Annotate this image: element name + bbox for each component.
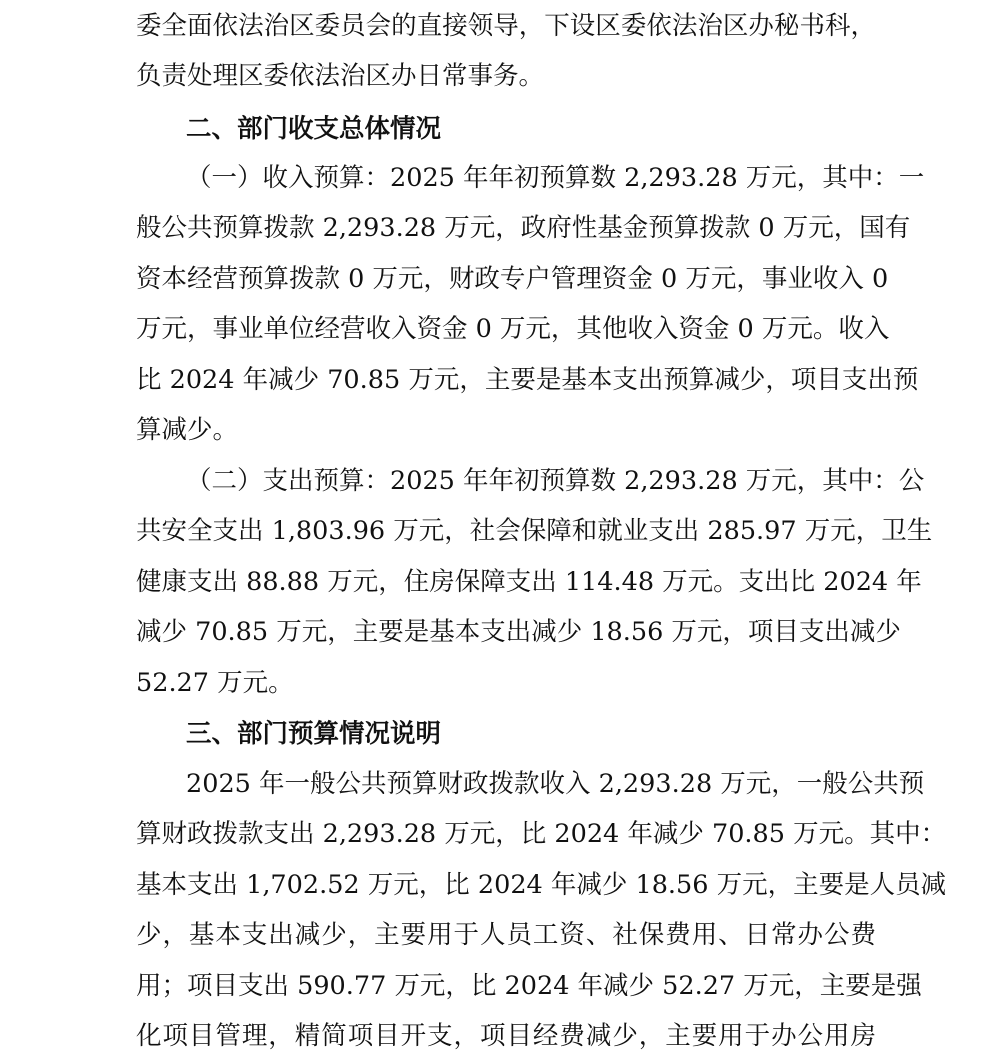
income-line-4: 万元，事业单位经营收入资金 0 万元，其他收入资金 0 万元。收入 [136, 314, 890, 344]
budget-line-4: 少，基本支出减少，主要用于人员工资、社保费用、日常办公费 [136, 920, 876, 950]
intro-line-1: 委全面依法治区委员会的直接领导，下设区委依法治区办秘书科， [136, 11, 876, 41]
section-heading-overview: 二、部门收支总体情况 [186, 114, 442, 144]
income-line-5: 比 2024 年减少 70.85 万元，主要是基本支出预算减少，项目支出预 [136, 365, 919, 395]
income-line-3: 资本经营预算拨款 0 万元，财政专户管理资金 0 万元，事业收入 0 [136, 264, 889, 294]
budget-line-1: 2025 年一般公共预算财政拨款收入 2,293.28 万元，一般公共预 [186, 769, 925, 799]
intro-line-2: 负责处理区委依法治区办日常事务。 [136, 61, 545, 91]
budget-line-6: 化项目管理，精简项目开支，项目经费减少，主要用于办公用房 [136, 1021, 876, 1051]
section-heading-budget: 三、部门预算情况说明 [186, 719, 442, 749]
income-line-2: 般公共预算拨款 2,293.28 万元，政府性基金预算拨款 0 万元，国有 [136, 213, 911, 243]
expense-line-4: 减少 70.85 万元，主要是基本支出减少 18.56 万元，项目支出减少 [136, 617, 901, 647]
income-line-1: （一）收入预算：2025 年年初预算数 2,293.28 万元，其中：一 [186, 163, 925, 193]
income-line-6: 算减少。 [136, 415, 239, 445]
expense-line-2: 共安全支出 1,803.96 万元，社会保障和就业支出 285.97 万元，卫生 [136, 516, 933, 546]
budget-line-3: 基本支出 1,702.52 万元，比 2024 年减少 18.56 万元，主要是人员减 [136, 870, 947, 900]
budget-line-2: 算财政拨款支出 2,293.28 万元，比 2024 年减少 70.85 万元。其中： [136, 819, 947, 849]
expense-line-1: （二）支出预算：2025 年年初预算数 2,293.28 万元，其中：公 [186, 466, 925, 496]
expense-line-3: 健康支出 88.88 万元，住房保障支出 114.48 万元。支出比 2024 年 [136, 567, 922, 597]
budget-line-5: 用；项目支出 590.77 万元，比 2024 年减少 52.27 万元，主要是强 [136, 971, 922, 1001]
expense-line-5: 52.27 万元。 [136, 668, 294, 698]
